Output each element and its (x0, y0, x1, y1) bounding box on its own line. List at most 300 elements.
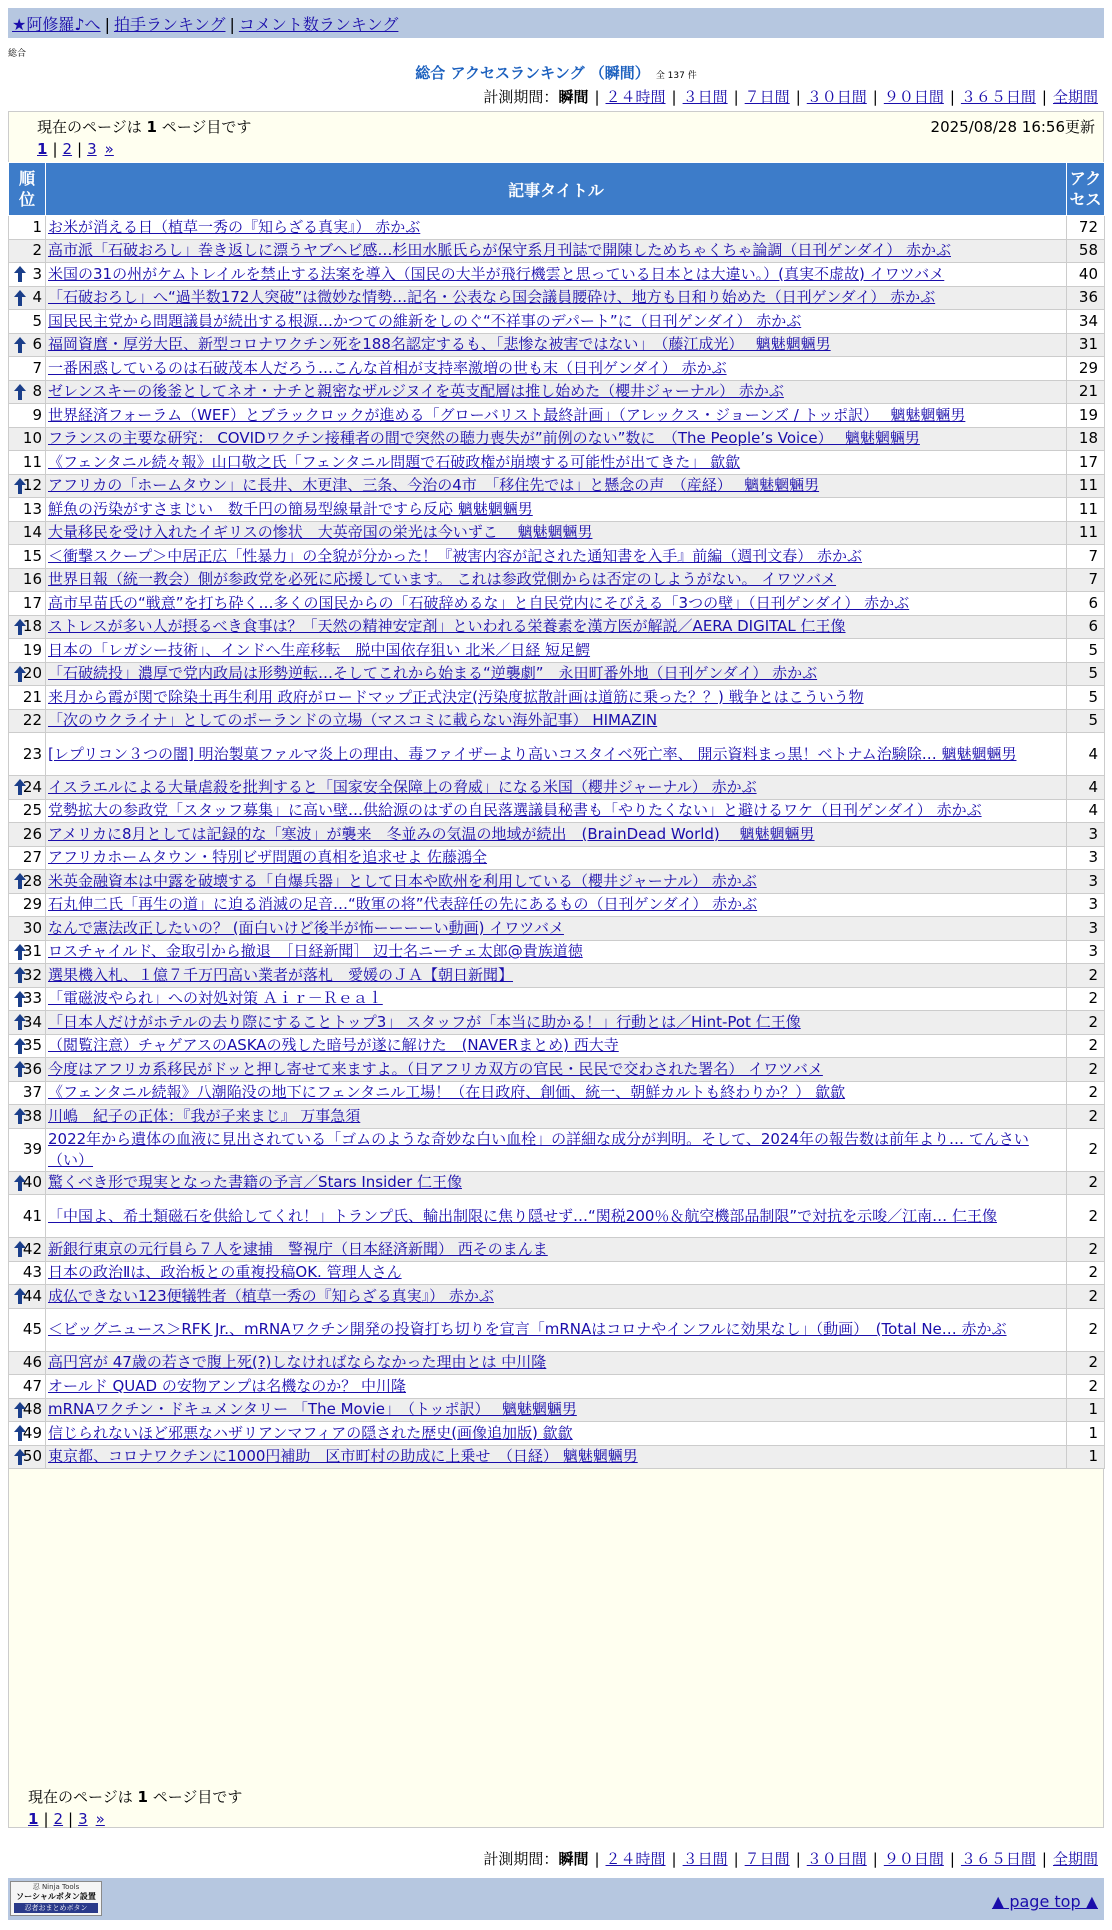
title-cell (46, 1285, 1067, 1309)
article-title-link[interactable]: 「中国よ、希土類磁石を供給してくれ！」トランプ氏、輸出制限に焦り隠せず…“関税200％＆航空機部品制限”で対抗を示唆／江南… 仁王像 (48, 1206, 997, 1225)
period-separator: | (671, 88, 677, 106)
rank-number: 36 (22, 1059, 42, 1078)
title-cell (46, 310, 1067, 334)
rank-up-arrow-icon (13, 943, 27, 961)
title-cell (46, 427, 1067, 451)
page-info-bottom-text (28, 1786, 242, 1807)
pager-next-link[interactable]: » (104, 140, 114, 158)
article-title-link[interactable]: 来月から霞が関で除染土再生利用 政府がロードマップ正式決定(汚染度拡散計画は道筋に乗った？？) 戦争とはこういう物 (48, 687, 864, 706)
title-cell (46, 1398, 1067, 1422)
period-active: 瞬間 (558, 88, 589, 106)
table-row (9, 662, 1105, 686)
table-row (9, 1195, 1105, 1238)
period-option-link[interactable]: ９０日間 (883, 88, 944, 106)
rank-cell (9, 568, 46, 592)
period-separator: | (872, 1850, 878, 1868)
access-count: 18 (1067, 427, 1105, 451)
rank-cell (9, 846, 46, 870)
access-count: 2 (1067, 1171, 1105, 1195)
title-cell (46, 568, 1067, 592)
rank-cell (9, 964, 46, 988)
rank-number: 34 (22, 1012, 42, 1031)
rank-number: 41 (22, 1206, 42, 1225)
rank-up-arrow-icon (13, 1287, 27, 1305)
rank-number: 7 (32, 358, 42, 377)
period-option-link[interactable]: ２４時間 (605, 1850, 666, 1868)
rank-up-arrow-icon (13, 1174, 27, 1192)
table-row (9, 1285, 1105, 1309)
table-row (9, 216, 1105, 240)
article-title-link[interactable]: アフリカの「ホームタウン」に長井、木更津、三条、今治の4市 「移住先では」と懸念の声 （産経） 魑魅魍魎男 (48, 476, 820, 495)
rank-number: 4 (32, 288, 42, 307)
rank-number: 39 (22, 1140, 42, 1158)
table-row (9, 917, 1105, 941)
rank-number: 31 (22, 942, 42, 961)
rank-up-arrow-icon (13, 1037, 27, 1055)
article-title-link[interactable]: 成仏できない123便犠牲者（植草一秀の『知らざる真実』） 赤かぶ (48, 1286, 494, 1305)
pager-separator: | (68, 1810, 74, 1828)
access-count: 11 (1067, 498, 1105, 522)
page-info-bottom-suffix: ページ目です (152, 1788, 243, 1806)
pager-separator: | (77, 140, 83, 158)
table-row (9, 733, 1105, 776)
rank-cell (9, 799, 46, 823)
table-row (9, 964, 1105, 988)
rank-number: 1 (32, 217, 42, 236)
badge-brand: 忍 Ninja Tools (32, 1883, 80, 1891)
table-row (9, 1105, 1105, 1129)
title-cell (46, 1308, 1067, 1351)
rank-number: 18 (22, 617, 42, 636)
pager-page-link[interactable]: 2 (62, 140, 73, 158)
rank-cell (9, 733, 46, 776)
rank-up-arrow-icon (13, 1401, 27, 1419)
top-nav-bar: ★阿修羅♪へ | 拍手ランキング | コメント数ランキング (8, 8, 1104, 38)
title-cell (46, 639, 1067, 663)
title-cell (46, 474, 1067, 498)
access-count: 21 (1067, 380, 1105, 404)
rank-number: 37 (22, 1083, 42, 1102)
table-row (9, 1011, 1105, 1035)
article-title-link[interactable]: ゼレンスキーの後釜としてネオ・ナチと親密なザルジヌイを英支配層は推し始めた（櫻井ジャーナル） 赤かぶ (48, 382, 784, 401)
article-title-link[interactable]: オールド QUAD の安物アンプは名機なのか？ 中川隆 (48, 1376, 407, 1395)
article-title-link[interactable]: アフリカホームタウン・特別ビザ問題の真相を追求せよ 佐藤鴻全 (48, 848, 488, 867)
rank-cell (9, 987, 46, 1011)
access-count: 2 (1067, 1238, 1105, 1262)
period-separator: | (949, 88, 955, 106)
article-title-link[interactable]: アメリカに8月としては記録的な「寒波」が襲来 冬並みの気温の地域が続出 (BrainDead World) 魑魅魍魎男 (48, 824, 815, 843)
title-cell (46, 451, 1067, 475)
rank-number: 44 (22, 1286, 42, 1305)
period-option-link[interactable]: ２４時間 (605, 88, 666, 106)
title-cell (46, 662, 1067, 686)
article-title-link[interactable]: mRNAワクチン・ドキュメンタリー 「The Movie」 （トッポ訳） 魑魅魍魎男 (48, 1400, 577, 1419)
article-title-link[interactable]: なんで憲法改正したいの？ (面白いけど後半が怖ーーーーい動画) イワツバメ (48, 918, 564, 937)
period-label: 計測期間： (483, 1850, 559, 1868)
rank-up-arrow-icon (13, 778, 27, 796)
page-info-top (37, 116, 251, 137)
article-title-link[interactable]: 信じられないほど邪悪なハザリアンマフィアの隠された歴史(画像追加版) 歙歙 (48, 1423, 573, 1442)
rank-number: 46 (22, 1353, 42, 1372)
article-title-link[interactable]: 高市派「石破おろし」巻き返しに漂うヤブヘビ感…杉田水脈氏らが保守系月刊誌で開陳しためちゃくちゃ論調（日刊ゲンダイ） 赤かぶ (48, 241, 951, 260)
title-cell (46, 709, 1067, 733)
page-info-prefix: 現在のページは (37, 118, 142, 136)
link-ashura-home[interactable]: ★阿修羅♪へ (12, 15, 101, 34)
table-row (9, 498, 1105, 522)
article-title-link[interactable]: [レプリコン３つの闇] 明治製菓ファルマ炎上の理由、毒ファイザーより高いコスタイベ死亡率、 開示資料まっ黒！ベトナム治験除… 魑魅魍魎男 (48, 744, 1017, 763)
rank-number: 50 (22, 1447, 42, 1466)
access-count: 1 (1067, 1422, 1105, 1446)
rank-cell (9, 592, 46, 616)
access-count: 2 (1067, 1034, 1105, 1058)
access-count: 6 (1067, 615, 1105, 639)
table-row (9, 521, 1105, 545)
table-row (9, 1398, 1105, 1422)
rank-cell (9, 1398, 46, 1422)
rank-cell (9, 1195, 46, 1238)
rank-cell (9, 216, 46, 240)
article-title-link[interactable]: 選果機入札、１億７千万円高い業者が落札 愛媛のＪＡ【朝日新聞】 (48, 965, 514, 984)
access-count: 2 (1067, 1058, 1105, 1082)
article-title-link[interactable]: 大量移民を受け入れたイギリスの惨状 大英帝国の栄光は今いずこ 魑魅魍魎男 (48, 523, 593, 542)
rank-cell (9, 521, 46, 545)
badge-title: ソーシャルボタン設置 (16, 1892, 96, 1901)
title-cell (46, 823, 1067, 847)
article-title-link[interactable]: 石丸伸二氏「再生の道」に迫る消滅の足音…“敗軍の将”代表辞任の先にあるもの（日刊ゲンダイ） 赤かぶ (48, 895, 758, 914)
title-cell (46, 1422, 1067, 1446)
access-count: 2 (1067, 1081, 1105, 1105)
table-row (9, 1261, 1105, 1285)
page-info-number: 1 (146, 118, 157, 136)
rank-up-arrow-icon (13, 289, 27, 307)
period-separator: | (594, 1850, 600, 1868)
rank-up-arrow-icon (13, 1107, 27, 1125)
page-title-text: 総合 アクセスランキング （瞬間） (415, 64, 650, 82)
period-option-link[interactable]: ３６５日間 (960, 88, 1036, 106)
access-count: 2 (1067, 1128, 1105, 1171)
rank-cell (9, 286, 46, 310)
table-row (9, 1081, 1105, 1105)
period-separator: | (594, 88, 600, 106)
rank-number: 15 (22, 546, 42, 565)
rank-number: 13 (22, 499, 42, 518)
period-option-link[interactable]: ３０日間 (806, 88, 867, 106)
access-count: 2 (1067, 964, 1105, 988)
period-separator: | (949, 1850, 955, 1868)
rank-number: 12 (22, 476, 42, 495)
page-info-suffix: ページ目です (161, 118, 252, 136)
rank-number: 35 (22, 1036, 42, 1055)
title-cell (46, 357, 1067, 381)
rank-cell (9, 498, 46, 522)
rank-number: 9 (32, 405, 42, 424)
pager-separator: | (52, 140, 58, 158)
rank-number: 5 (32, 311, 42, 330)
rank-up-arrow-icon (13, 1424, 27, 1442)
table-row (9, 333, 1105, 357)
article-title-link[interactable]: 福岡資麿・厚労大臣、新型コロナワクチン死を188名認定するも、「悲惨な被害ではない」 （藤江成光） 魑魅魍魎男 (48, 335, 831, 354)
table-row (9, 239, 1105, 263)
article-title-link[interactable]: お米が消える日（植草一秀の『知らざる真実』） 赤かぶ (48, 217, 421, 236)
rank-number: 3 (32, 264, 42, 283)
rank-up-arrow-icon (13, 872, 27, 890)
rank-cell (9, 427, 46, 451)
rank-cell (9, 545, 46, 569)
access-count: 17 (1067, 451, 1105, 475)
table-row (9, 263, 1105, 287)
rank-cell (9, 404, 46, 428)
col-title-header: 記事タイトル (46, 163, 1067, 216)
pager-current[interactable]: 1 (28, 1810, 39, 1828)
pager-bottom (28, 1810, 105, 1828)
article-title-link[interactable]: 米国の31の州がケムトレイルを禁止する法案を導入（国民の大半が飛行機雲と思っている日本とは大違い。）(真実不虚故) イワツバメ (48, 264, 945, 283)
access-count: 5 (1067, 662, 1105, 686)
article-title-link[interactable]: フランスの主要な研究： COVIDワクチン接種者の間で突然の聴力喪失が”前例のない”数に （The People’s Voice） 魑魅魍魎男 (48, 429, 920, 448)
rank-cell (9, 917, 46, 941)
page-top-link[interactable]: ▲ page top ▲ (991, 1892, 1098, 1911)
article-title-link[interactable]: 「石破おろし」へ“過半数172人突破”は微妙な情勢…記名・公表なら国会議員腰砕け、地方も日和り始めた（日刊ゲンダイ） 赤かぶ (48, 288, 936, 307)
title-cell (46, 1128, 1067, 1171)
access-count: 19 (1067, 404, 1105, 428)
access-count: 2 (1067, 987, 1105, 1011)
title-cell (46, 615, 1067, 639)
article-title-link[interactable]: 世界日報（統一教会）側が参政党を必死に応援しています。 これは参政党側からは否定のしようがない。 イワツバメ (48, 570, 837, 589)
article-title-link[interactable]: 高市早苗氏の“戦意”を打ち砕く…多くの国民からの「石破辞めるな」と自民党内にそびえる「3つの壁」（日刊ゲンダイ） 赤かぶ (48, 593, 910, 612)
rank-cell (9, 940, 46, 964)
access-count: 31 (1067, 333, 1105, 357)
rank-cell (9, 1261, 46, 1285)
title-cell (46, 286, 1067, 310)
rank-up-arrow-icon (13, 336, 27, 354)
article-title-link[interactable]: イスラエルによる大量虐殺を批判すると「国家安全保障上の脅威」になる米国（櫻井ジャーナル） 赤かぶ (48, 777, 757, 796)
title-cell (46, 239, 1067, 263)
rank-number: 42 (22, 1239, 42, 1258)
updated-timestamp: 2025/08/28 16:56更新 (930, 118, 1095, 136)
link-comment-ranking[interactable]: コメント数ランキング (238, 15, 399, 34)
article-title-link[interactable]: 国民民主党から問題議員が続出する根源…かつての維新をしのぐ“不祥事のデパート”に（日刊ゲンダイ） 赤かぶ (48, 311, 802, 330)
title-cell (46, 733, 1067, 776)
table-row (9, 545, 1105, 569)
title-cell (46, 1058, 1067, 1082)
rank-cell (9, 686, 46, 710)
rank-number: 30 (22, 918, 42, 937)
rank-cell (9, 776, 46, 800)
table-row (9, 823, 1105, 847)
period-separator: | (795, 88, 801, 106)
rank-up-arrow-icon (13, 1013, 27, 1031)
article-title-link[interactable]: 世界経済フォーラム（WEF）とブラックロックが進める「グローバリスト最終計画」（アレックス・ジョーンズ / トッポ訳） 魑魅魍魎男 (48, 405, 966, 424)
table-row (9, 357, 1105, 381)
rank-number: 21 (22, 687, 42, 706)
period-option-link[interactable]: ７日間 (744, 88, 790, 106)
period-option-link[interactable]: ７日間 (744, 1850, 790, 1868)
article-title-link[interactable]: 日本の「レガシー技術」、インドへ生産移転 脱中国依存狙い 北米／日経 短足鰐 (48, 640, 591, 659)
access-count: 2 (1067, 1261, 1105, 1285)
period-option-link[interactable]: ３日間 (682, 1850, 728, 1868)
title-cell (46, 216, 1067, 240)
table-row (9, 639, 1105, 663)
title-cell (46, 776, 1067, 800)
article-title-link[interactable]: 東京都、コロナワクチンに1000円補助 区市町村の助成に上乗せ （日経） 魑魅魍魎男 (48, 1447, 638, 1466)
rank-cell (9, 1058, 46, 1082)
rank-cell (9, 662, 46, 686)
access-count: 2 (1067, 1285, 1105, 1309)
period-option-link[interactable]: ９０日間 (883, 1850, 944, 1868)
access-count: 5 (1067, 686, 1105, 710)
access-count: 40 (1067, 263, 1105, 287)
period-separator: | (1041, 88, 1047, 106)
article-title-link[interactable]: 高円宮が 47歳の若さで腹上死(?)しなければならなかった理由とは 中川隆 (48, 1353, 547, 1372)
rank-cell (9, 333, 46, 357)
article-title-link[interactable]: 川嶋 紀子の正体：『我が子来まじ』 万事急須 (48, 1106, 361, 1125)
title-cell (46, 380, 1067, 404)
rank-up-arrow-icon (13, 618, 27, 636)
access-count: 3 (1067, 940, 1105, 964)
pager-separator: | (43, 1810, 49, 1828)
title-cell (46, 799, 1067, 823)
link-applause-ranking[interactable]: 拍手ランキング (113, 15, 226, 34)
rank-cell (9, 1011, 46, 1035)
table-row (9, 1058, 1105, 1082)
title-cell (46, 263, 1067, 287)
rank-up-arrow-icon (13, 265, 27, 283)
table-row (9, 286, 1105, 310)
rank-cell (9, 1308, 46, 1351)
title-cell (46, 1351, 1067, 1375)
table-row (9, 940, 1105, 964)
article-title-link[interactable]: 2022年から遺体の血液に見出されている「ゴムのような奇妙な白い血栓」の詳細な成分が判明。そして、2024年の報告数は前年より… てんさい（い） (48, 1129, 1029, 1169)
article-title-link[interactable]: 「次のウクライナ」としてのポーランドの立場（マスコミに載らない海外記事） HIMAZIN (48, 711, 658, 730)
article-title-link[interactable]: 「石破続投」濃厚で党内政局は形勢逆転…そしてこれから始まる“逆襲劇” 永田町番外地（日刊ゲンダイ） 赤かぶ (48, 664, 818, 683)
table-row (9, 1128, 1105, 1171)
total-count: 全 137 件 (655, 71, 697, 81)
rank-cell (9, 823, 46, 847)
ranking-table (8, 162, 1105, 1469)
article-title-link[interactable]: 鮮魚の汚染がすさまじい 数千円の簡易型線量計ですら反応 魑魅魍魎男 (48, 499, 533, 518)
rank-up-arrow-icon (13, 1060, 27, 1078)
table-row (9, 592, 1105, 616)
rank-number: 19 (22, 640, 42, 659)
period-nav-top (483, 86, 1098, 107)
rank-cell (9, 239, 46, 263)
article-title-link[interactable]: 日本の政治Ⅱは、政治板との重複投稿OK. 管理人さん (48, 1263, 402, 1282)
rank-number: 26 (22, 824, 42, 843)
rank-cell (9, 380, 46, 404)
article-title-link[interactable]: 米英金融資本は中露を破壊する「自爆兵器」として日本や欧州を利用している（櫻井ジャーナル） 赤かぶ (48, 871, 757, 890)
rank-cell (9, 1445, 46, 1469)
pager-page-link[interactable]: 2 (53, 1810, 64, 1828)
article-title-link[interactable]: ＜ビッグニュース＞RFK Jr.、mRNAワクチン開発の投資打ち切りを宣言「mRNAはコロナやインフルに効果なし」（動画） (Total Ne… 赤かぶ (48, 1320, 1007, 1338)
rank-number: 48 (22, 1400, 42, 1419)
rank-cell (9, 1375, 46, 1399)
article-title-link[interactable]: ロスチャイルド、金取引から撤退 ［日経新聞］ 辺士名ニーチェ太郎@貴族道徳 (48, 942, 583, 961)
article-title-link[interactable]: ストレスが多い人が摂るべき食事は？「天然の精神安定剤」といわれる栄養素を漢方医が解説／AERA DIGITAL 仁王像 (48, 617, 846, 636)
period-option-link[interactable]: 全期間 (1052, 88, 1098, 106)
access-count: 7 (1067, 568, 1105, 592)
table-row (9, 1238, 1105, 1262)
rank-cell (9, 1128, 46, 1171)
rank-number: 23 (22, 744, 42, 763)
article-title-link[interactable]: 驚くべき形で現実となった書籍の予言／Stars Insider 仁王像 (48, 1173, 462, 1192)
rank-cell (9, 639, 46, 663)
table-row (9, 846, 1105, 870)
rank-cell (9, 1081, 46, 1105)
rank-number: 14 (22, 523, 42, 542)
period-separator: | (733, 1850, 739, 1868)
social-button-badge[interactable] (10, 1881, 102, 1916)
rank-number: 2 (32, 241, 42, 260)
rank-number: 6 (32, 335, 42, 354)
rank-cell (9, 263, 46, 287)
title-cell (46, 545, 1067, 569)
col-rank-header: 順位 (9, 163, 46, 216)
rank-number: 49 (22, 1423, 42, 1442)
rank-up-arrow-icon (13, 383, 27, 401)
table-row (9, 799, 1105, 823)
title-cell (46, 333, 1067, 357)
article-title-link[interactable]: 一番困惑しているのは石破茂本人だろう…こんな首相が支持率激増の世も末（日刊ゲンダイ） 赤かぶ (48, 358, 727, 377)
article-title-link[interactable]: 《フェンタニル続々報》山口敬之氏「フェンタニル問題で石破政権が崩壊する可能性が出てきた」 歙歙 (48, 452, 741, 471)
article-title-link[interactable]: ＜衝撃スクープ＞中居正広「性暴力」の全貌が分かった！『被害内容が記された通知書を入手』前編（週刊文春） 赤かぶ (48, 546, 863, 565)
article-title-link[interactable]: 「日本人だけがホテルの去り際にすることトップ3」 スタッフが「本当に助かる！」行動とは／Hint-Pot 仁王像 (48, 1012, 801, 1031)
article-title-link[interactable]: 今度はアフリカ系移民がドッと押し寄せて来ますよ。（日アフリカ双方の官民・民民で交わされた署名） イワツバメ (48, 1059, 823, 1078)
title-cell (46, 1034, 1067, 1058)
article-title-link[interactable]: （閲覧注意）チャゲアスのASKAの残した暗号が遂に解けた (NAVERまとめ) 西大寺 (48, 1036, 619, 1055)
access-count: 3 (1067, 870, 1105, 894)
article-title-link[interactable]: 《フェンタニル続報》八潮陥没の地下にフェンタニル工場！（在日政府、創価、統一、朝鮮カルトも終わりか？） 歙歙 (48, 1083, 846, 1102)
access-count: 3 (1067, 893, 1105, 917)
pager-page-link[interactable]: 3 (78, 1810, 88, 1828)
title-cell (46, 592, 1067, 616)
rank-number: 27 (22, 848, 42, 867)
article-title-link[interactable]: 党勢拡大の参政党「スタッフ募集」に高い壁…供給源のはずの自民落選議員秘書も「やりたくない」と避けるワケ（日刊ゲンダイ） 赤かぶ (48, 801, 982, 820)
access-count: 4 (1067, 799, 1105, 823)
access-count: 7 (1067, 545, 1105, 569)
access-count: 36 (1067, 286, 1105, 310)
title-cell (46, 917, 1067, 941)
table-row (9, 1308, 1105, 1351)
article-title-link[interactable]: 新銀行東京の元行員ら７人を逮捕 警視庁（日本経済新聞） 西そのまんま (48, 1239, 548, 1258)
table-row (9, 380, 1105, 404)
pager-current[interactable]: 1 (37, 140, 48, 158)
period-option-link[interactable]: ３０日間 (806, 1850, 867, 1868)
access-count: 5 (1067, 709, 1105, 733)
period-nav-bottom (483, 1848, 1098, 1869)
rank-number: 25 (22, 801, 42, 820)
rank-up-arrow-icon (13, 665, 27, 683)
period-option-link[interactable]: 全期間 (1052, 1850, 1098, 1868)
period-option-link[interactable]: ３日間 (682, 88, 728, 106)
rank-cell (9, 451, 46, 475)
bottom-bar (8, 1878, 1104, 1920)
table-row (9, 686, 1105, 710)
access-count: 1 (1067, 1445, 1105, 1469)
access-count: 3 (1067, 846, 1105, 870)
rank-number: 33 (22, 989, 42, 1008)
rank-up-arrow-icon (13, 990, 27, 1008)
period-option-link[interactable]: ３６５日間 (960, 1850, 1036, 1868)
title-cell (46, 1105, 1067, 1129)
rank-cell (9, 893, 46, 917)
title-cell (46, 1375, 1067, 1399)
title-cell (46, 987, 1067, 1011)
pager-page-link[interactable]: 3 (87, 140, 97, 158)
access-count: 5 (1067, 639, 1105, 663)
pager-next-link[interactable]: » (95, 1810, 105, 1828)
article-title-link[interactable]: 「電磁波やられ」への対処対策 Ａｉｒ－Ｒｅａｌ (48, 989, 383, 1008)
title-cell (46, 893, 1067, 917)
table-row (9, 1351, 1105, 1375)
